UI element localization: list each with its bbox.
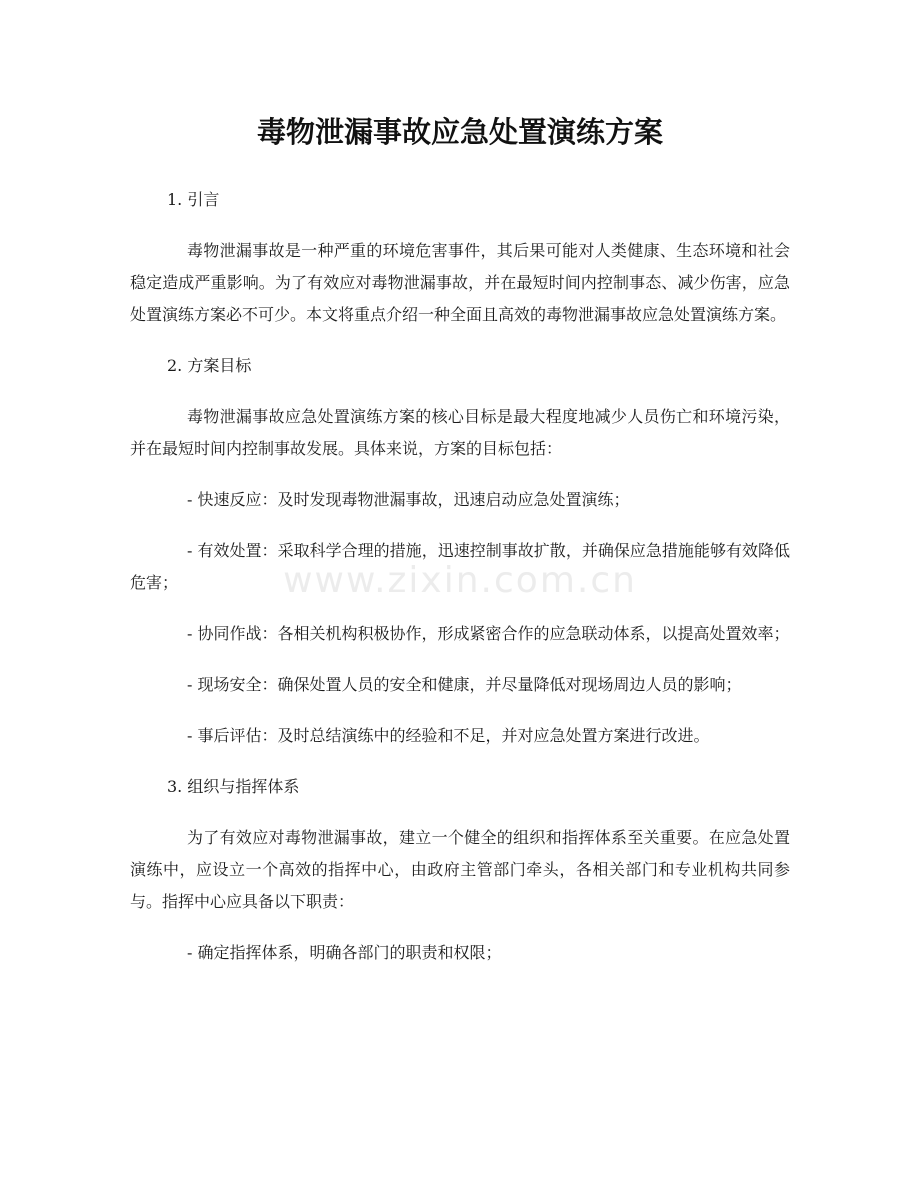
list-item-effective-disposal: - 有效处置：采取科学合理的措施，迅速控制事故扩散，并确保应急措施能够有效降低危害；: [130, 541, 790, 592]
paragraph-intro: 毒物泄漏事故是一种严重的环境危害事件，其后果可能对人类健康、生态环境和社会稳定造成严重影响。为了有效应对毒物泄漏事故，并在最短时间内控制事态、减少伤害，应急处置演练方案必不可少。本文将重点介绍一种全面且高效的毒物泄漏事故应急处置演练方案。: [130, 241, 790, 324]
document-body: [130, 184, 790, 988]
paragraph-goals: 毒物泄漏事故应急处置演练方案的核心目标是最大程度地减少人员伤亡和环境污染，并在最短时间内控制事故发展。具体来说，方案的目标包括：: [130, 407, 790, 458]
list-item-evaluation: - 事后评估：及时总结演练中的经验和不足，并对应急处置方案进行改进。: [187, 726, 710, 745]
section-heading-goals: 2. 方案目标: [167, 356, 252, 375]
list-item-site-safety: - 现场安全：确保处置人员的安全和健康，并尽量降低对现场周边人员的影响；: [187, 675, 742, 694]
list-item-command-system: - 确定指挥体系，明确各部门的职责和权限；: [187, 943, 502, 962]
list-item-quick-response: - 快速反应：及时发现毒物泄漏事故，迅速启动应急处置演练；: [187, 490, 630, 509]
watermark: www.zixin.com.cn: [283, 560, 637, 601]
list-item-coordination: - 协同作战：各相关机构积极协作，形成紧密合作的应急联动体系，以提高处置效率；: [187, 624, 790, 643]
paragraph-organization: 为了有效应对毒物泄漏事故，建立一个健全的组织和指挥体系至关重要。在应急处置演练中，应设立一个高效的指挥中心，由政府主管部门牵头，各相关部门和专业机构共同参与。指挥中心应具备以下职责：: [130, 828, 790, 911]
section-heading-organization: 3. 组织与指挥体系: [167, 777, 300, 796]
document-title: 毒物泄漏事故应急处置演练方案: [256, 115, 663, 149]
section-heading-intro: 1. 引言: [167, 190, 220, 209]
